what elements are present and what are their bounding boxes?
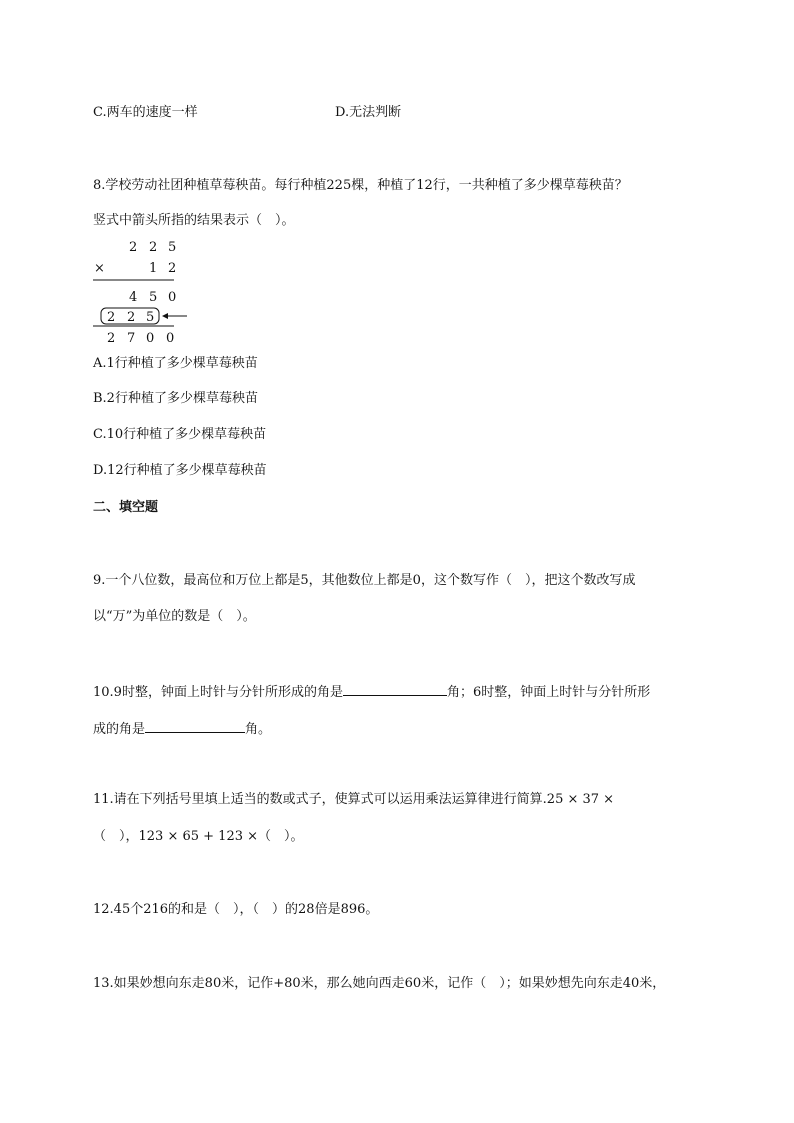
q9-line2: 以“万”为单位的数是（ ）。 bbox=[93, 609, 256, 624]
partial-product-digit: 5 bbox=[149, 290, 158, 305]
q10-text: 10.9时整，钟面上时针与分针所形成的角是 bbox=[93, 685, 343, 700]
q7-option-d: D.无法判断 bbox=[335, 105, 402, 120]
partial-product-digit: 4 bbox=[129, 290, 138, 305]
multiplicand-digit: 2 bbox=[149, 240, 158, 255]
product-digit: 7 bbox=[127, 331, 136, 346]
q11-line2: （ ），123 × 65 + 123 ×（ ）。 bbox=[93, 829, 304, 844]
partial-product-digit: 5 bbox=[146, 310, 155, 325]
q10-text: 成的角是 bbox=[93, 722, 146, 737]
q10-line1 bbox=[93, 681, 650, 702]
multiplier-digit: 1 bbox=[149, 261, 158, 276]
q10-text: 角；6时整，钟面上时针与分针所形 bbox=[446, 685, 651, 700]
q10-text: 角。 bbox=[245, 722, 272, 737]
arrow-head bbox=[162, 313, 168, 319]
product-digit: 0 bbox=[166, 331, 175, 346]
q11-line1: 11.请在下列括号里填上适当的数或式子，使算式可以运用乘法运算律进行简算.25 × 37 × bbox=[93, 792, 615, 807]
q8-option-c: C.10行种植了多少棵草莓秧苗 bbox=[93, 427, 267, 442]
partial-product-digit: 2 bbox=[107, 310, 116, 325]
q8-option-d: D.12行种植了多少棵草莓秧苗 bbox=[93, 463, 267, 478]
vertical-multiplication bbox=[92, 236, 192, 346]
partial-product-digit: 2 bbox=[127, 310, 136, 325]
q8-stem-line1: 8.学校劳动社团种植草莓秧苗。每行种植225棵，种植了12行，一共种植了多少棵草莓秧苗？ bbox=[93, 178, 628, 193]
multiplicand-digit: 2 bbox=[129, 240, 138, 255]
multiplicand-digit: 5 bbox=[168, 240, 177, 255]
multiplier-digit: 2 bbox=[168, 261, 177, 276]
q12-line: 12.45个216的和是（ ），（ ）的28倍是896。 bbox=[93, 902, 379, 917]
answer-blank[interactable] bbox=[343, 681, 447, 696]
times-sign: × bbox=[94, 261, 105, 276]
q10-line2 bbox=[93, 718, 271, 739]
product-digit: 2 bbox=[107, 331, 116, 346]
q8-option-b: B.2行种植了多少棵草莓秧苗 bbox=[93, 391, 258, 406]
q13-line: 13.如果妙想向东走80米，记作+80米，那么她向西走60米，记作（ ）；如果妙想先向东走40米， bbox=[93, 976, 666, 991]
section-title: 二、填空题 bbox=[93, 500, 159, 515]
product-digit: 0 bbox=[146, 331, 155, 346]
q9-line1: 9.一个八位数，最高位和万位上都是5，其他数位上都是0，这个数写作（ ），把这个数改写成 bbox=[93, 573, 636, 588]
q7-option-c: C.两车的速度一样 bbox=[93, 105, 198, 120]
answer-blank[interactable] bbox=[145, 718, 245, 733]
partial-product-digit: 0 bbox=[168, 290, 177, 305]
q8-option-a: A.1行种植了多少棵草莓秧苗 bbox=[93, 356, 258, 371]
q8-stem-line2: 竖式中箭头所指的结果表示（ ）。 bbox=[93, 213, 295, 228]
